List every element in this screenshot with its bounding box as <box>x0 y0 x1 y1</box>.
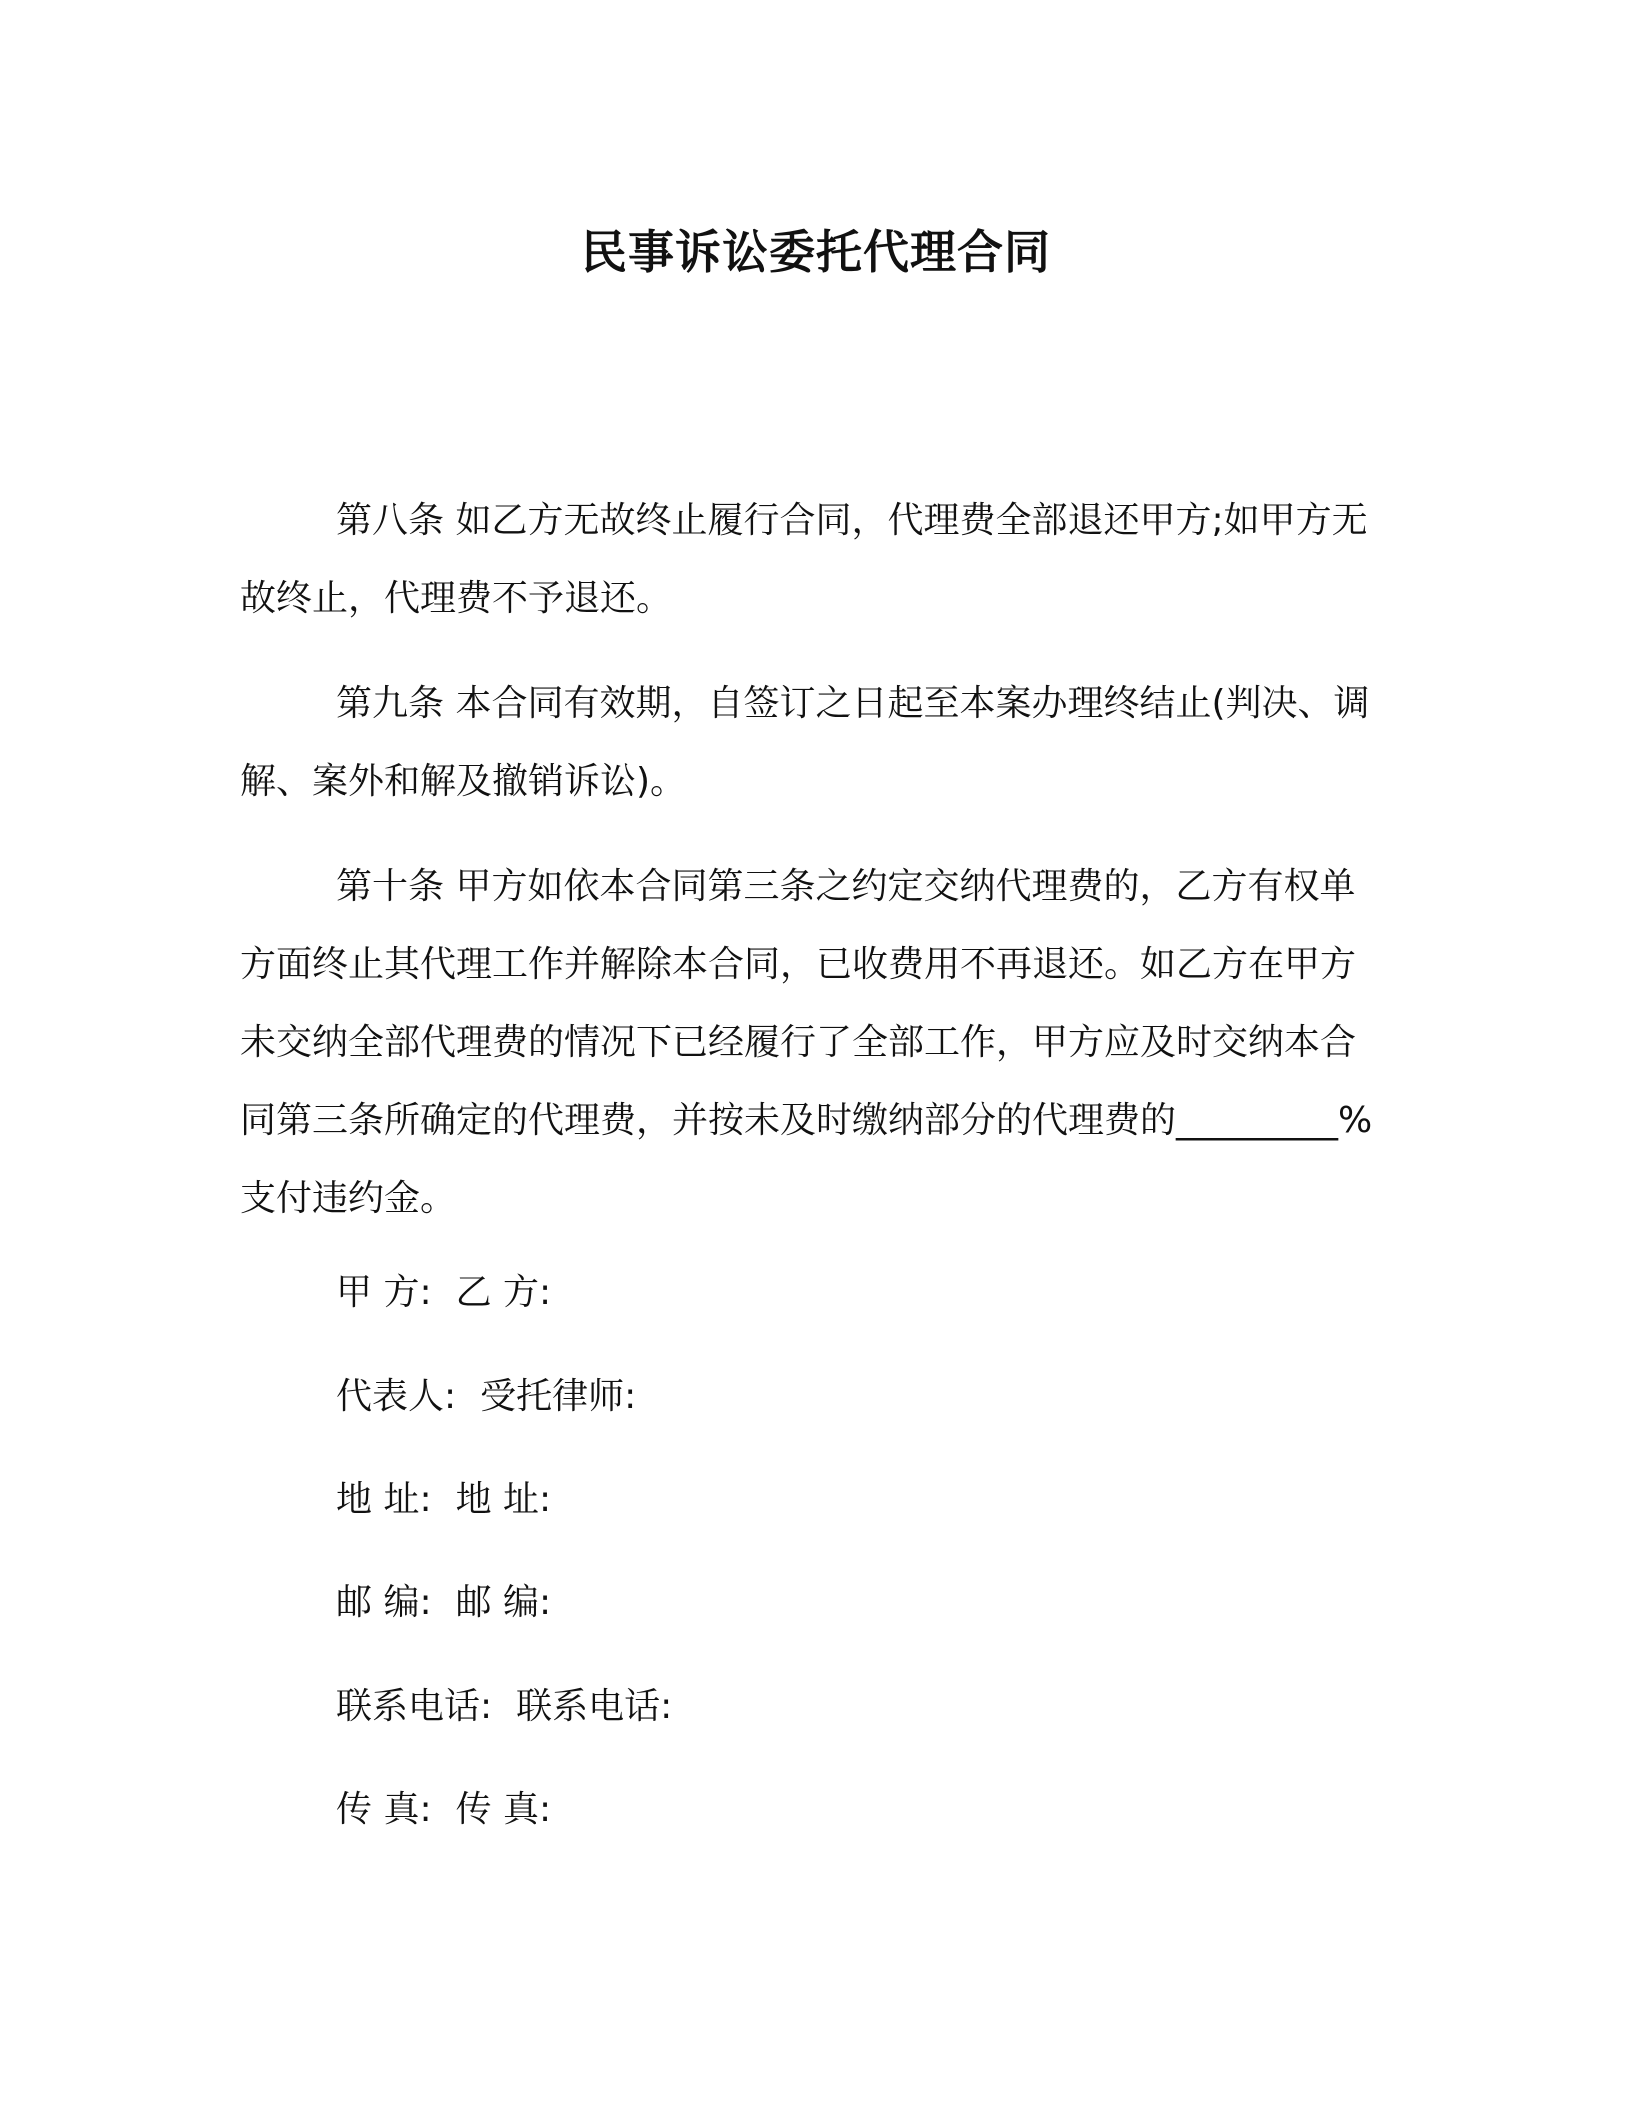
party-b-fax-label: 传 真: <box>455 1789 552 1830</box>
party-a-label: 甲 方: <box>336 1272 432 1313</box>
signature-row-party <box>336 1268 551 1318</box>
article-8: 第八条 如乙方无故终止履行合同，代理费全部退还甲方;如甲方无故终止，代理费不予退还。 <box>240 500 1368 619</box>
article-9: 第九条 本合同有效期，自签订之日起至本案办理终结止(判决、调解、案外和解及撤销诉讼)。 <box>240 683 1370 802</box>
entrusted-lawyer-label: 受托律师: <box>480 1376 637 1417</box>
signature-row-postcode <box>336 1578 551 1628</box>
signature-row-representative <box>336 1372 636 1422</box>
signature-row-fax <box>336 1785 551 1835</box>
representative-label: 代表人: <box>336 1376 457 1417</box>
party-b-postcode-label: 邮 编: <box>455 1582 552 1623</box>
party-a-fax-label: 传 真: <box>336 1789 432 1830</box>
document-title: 民事诉讼委托代理合同 <box>581 225 1051 279</box>
signature-row-address <box>336 1475 551 1525</box>
party-a-phone-label: 联系电话: <box>336 1686 493 1727</box>
party-b-address-label: 地 址: <box>455 1479 552 1520</box>
signature-row-phone <box>336 1682 672 1732</box>
party-a-postcode-label: 邮 编: <box>336 1582 432 1623</box>
party-b-label: 乙 方: <box>455 1272 552 1313</box>
party-b-phone-label: 联系电话: <box>516 1686 673 1727</box>
party-a-address-label: 地 址: <box>336 1479 432 1520</box>
article-10: 第十条 甲方如依本合同第三条之约定交纳代理费的，乙方有权单方面终止其代理工作并解除本合同，已收费用不再退还。如乙方在甲方未交纳全部代理费的情况下已经履行了全部工作，甲方应及时交纳本合同第三条所确定的代理费，并按未及时缴纳部分的代理费的_________%支付违约金。 <box>240 866 1373 1219</box>
